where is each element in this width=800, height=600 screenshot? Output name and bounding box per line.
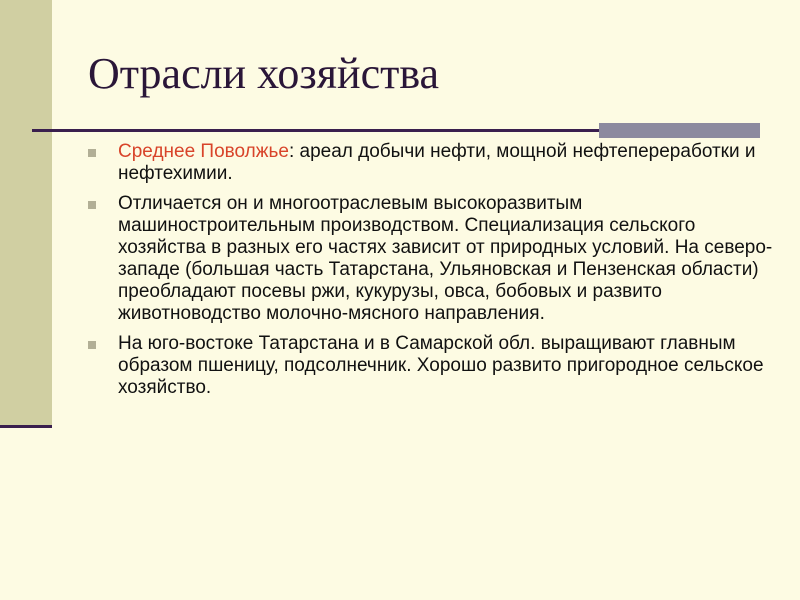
left-accent-underline (0, 425, 52, 428)
bullet-text: Отличается он и многоотраслевым высокоразвитым машиностроительным производством. Специализация сельского хозяйства в разных его частях зависит от природных условий. На северо-западе (большая часть Татарстана, Ульяновская и Пензенская области) преобладают посевы ржи, кукурузы, овса, бобовых и развито животноводство молочно-мясного направления. (118, 193, 773, 324)
title-divider-accent (599, 123, 760, 138)
slide-title: Отрасли хозяйства (88, 49, 440, 98)
square-bullet-icon (88, 201, 96, 209)
left-accent-bar (0, 0, 52, 426)
bullet-item (88, 193, 778, 325)
square-bullet-icon (88, 341, 96, 349)
bullet-item (88, 141, 778, 185)
bullet-text (118, 141, 778, 185)
bullet-text-rest: : ареал добычи нефти, мощной нефтепереработки и нефтехимии. (118, 141, 756, 184)
square-bullet-icon (88, 149, 96, 157)
bullet-list (88, 141, 778, 407)
bullet-item (88, 333, 778, 399)
bullet-text: На юго-востоке Татарстана и в Самарской обл. выращивают главным образом пшеницу, подсолнечник. Хорошо развито пригородное сельское хозяйство. (118, 333, 764, 398)
highlighted-term: Среднее Поволжье (118, 141, 289, 162)
